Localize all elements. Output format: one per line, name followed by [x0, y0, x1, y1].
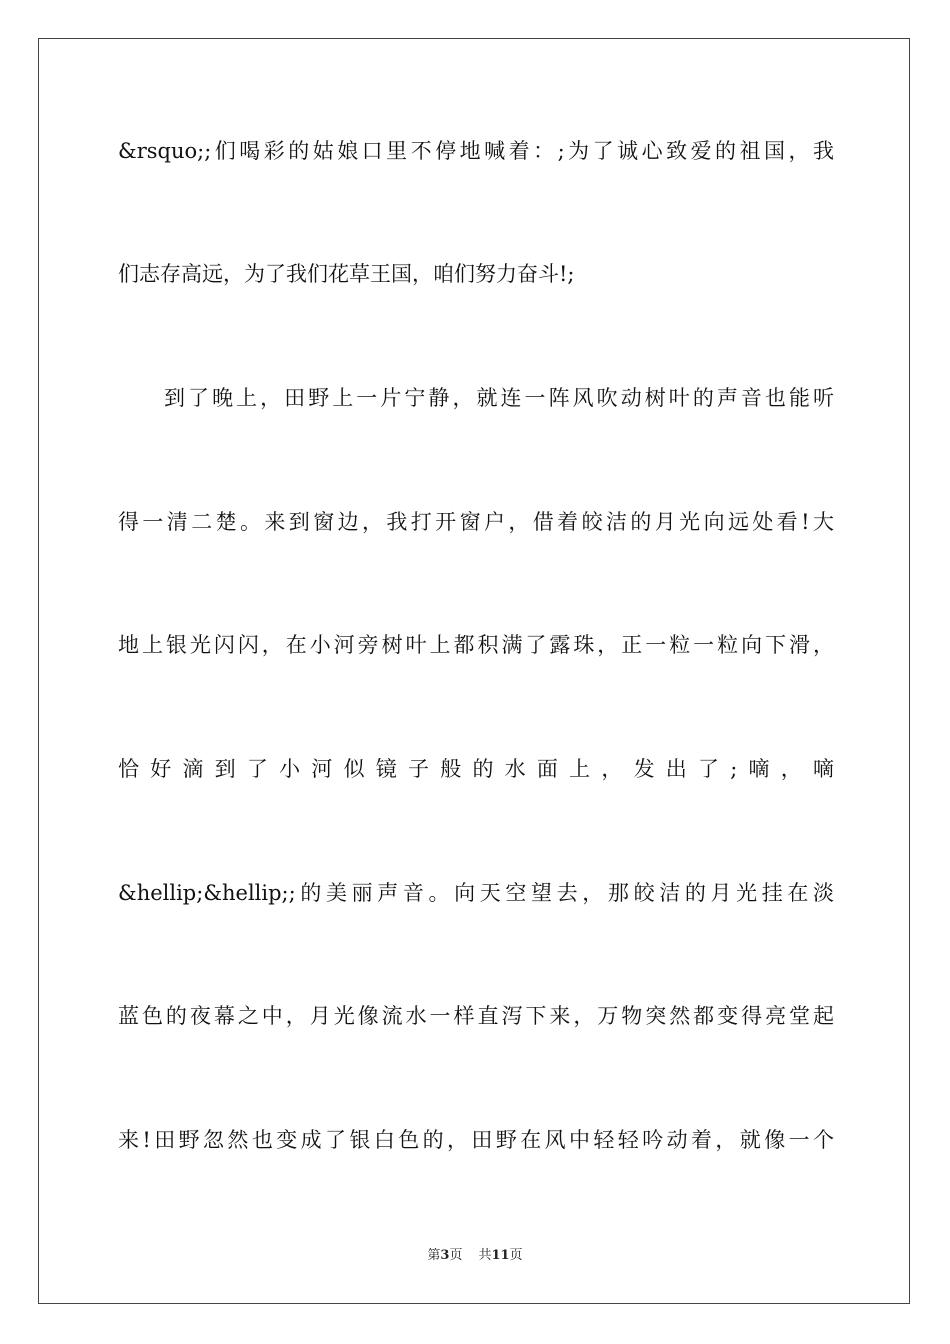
text-line-7: &hellip;&hellip;;的美丽声音。向天空望去，那皎洁的月光挂在淡 — [118, 881, 834, 905]
text-line-8: 蓝色的夜幕之中，月光像流水一样直泻下来，万物突然都变得亮堂起 — [118, 1004, 834, 1028]
text-line-9: 来!田野忽然也变成了银白色的，田野在风中轻轻吟动着，就像一个 — [118, 1128, 834, 1152]
page-border — [38, 38, 910, 1304]
total-suffix: 页 — [509, 1248, 523, 1263]
page-prefix: 第 — [427, 1248, 441, 1263]
total-prefix: 共 — [478, 1248, 492, 1263]
text-line-3: 到了晚上，田野上一片宁静，就连一阵风吹动树叶的声音也能听 — [164, 386, 834, 410]
text-line-6: 恰好滴到了小河似镜子般的水面上，发出了;嘀，嘀 — [118, 757, 834, 781]
text-line-5: 地上银光闪闪，在小河旁树叶上都积满了露珠，正一粒一粒向下滑， — [118, 633, 834, 657]
page-suffix: 页 — [449, 1248, 463, 1263]
page-total: 11 — [491, 1248, 510, 1263]
text-line-2: 们志存高远，为了我们花草王国，咱们努力奋斗!; — [118, 262, 575, 286]
text-line-4: 得一清二楚。来到窗边，我打开窗户，借着皎洁的月光向远处看!大 — [118, 510, 834, 534]
page-current: 3 — [440, 1248, 450, 1263]
page-footer — [0, 1247, 950, 1265]
text-line-1: &rsquo;;们喝彩的姑娘口里不停地喊着：;为了诚心致爱的祖国，我 — [118, 139, 834, 163]
